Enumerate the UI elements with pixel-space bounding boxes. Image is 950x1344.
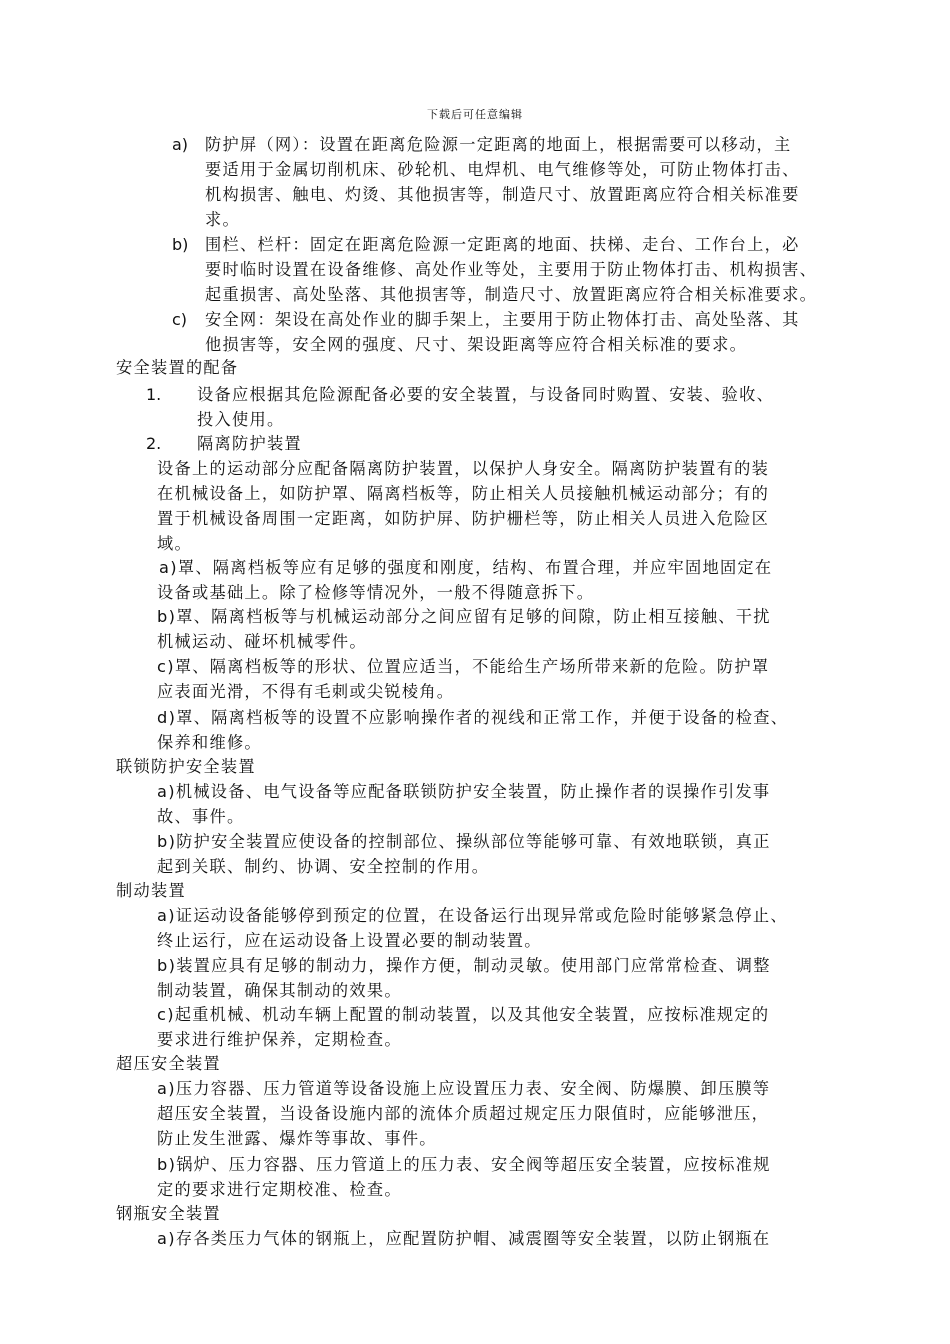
paragraph <box>157 705 788 755</box>
text-line: 故、事件。 <box>157 807 245 826</box>
paragraph <box>157 903 788 953</box>
text-line: b)罩、隔离档板等与机械运动部分之间应留有足够的间隙，防止相互接触、干扰 <box>157 607 771 626</box>
text-line: 起重损害、高处坠落、其他损害等，制造尺寸、放置距离应符合相关标准要求。 <box>205 285 818 304</box>
text-line: 超压安全装置，当设备设施内部的流体介质超过规定压力限值时，应能够泄压， <box>157 1104 770 1123</box>
text-line: 防护屏（网）：设置在距离危险源一定距离的地面上，根据需要可以移动，主 <box>205 135 792 154</box>
list-marker-a: a) <box>172 135 189 154</box>
isolation-intro <box>157 456 769 556</box>
list-item-b <box>205 232 817 307</box>
page-header: 下载后可任意编辑 <box>427 108 523 121</box>
numbered-item-1 <box>197 382 774 432</box>
text-line: a)机械设备、电气设备等应配备联锁防护安全装置，防止操作者的误操作引发事 <box>157 782 771 801</box>
numbered-marker-2: 2. <box>146 434 162 453</box>
text-line: 置于机械设备周围一定距离，如防护屏、防护栅栏等，防止相关人员进入危险区 <box>157 509 770 528</box>
list-item-a <box>205 132 800 232</box>
section-heading: 联锁防护安全装置 <box>116 757 256 776</box>
text-line: 安全网：架设在高处作业的脚手架上，主要用于防止物体打击、高处坠落、其 <box>205 310 800 329</box>
paragraph <box>157 953 771 1003</box>
section-heading: 制动装置 <box>116 881 186 900</box>
text-line: 要时临时设置在设备维修、高处作业等处，主要用于防止物体打击、机构损害、 <box>205 260 818 279</box>
text-line: a)罩、隔离档板等应有足够的强度和刚度，结构、布置合理，并应牢固地固定在 <box>159 558 773 577</box>
paragraph <box>157 1226 770 1251</box>
text-line: 在机械设备上，如防护罩、隔离档板等，防止相关人员接触机械运动部分；有的 <box>157 484 770 503</box>
paragraph <box>157 779 770 829</box>
text-line: c)起重机械、机动车辆上配置的制动装置，以及其他安全装置，应按标准规定的 <box>157 1005 770 1024</box>
text-line: 终止运行，应在运动设备上设置必要的制动装置。 <box>157 931 542 950</box>
text-line: c)罩、隔离档板等的形状、位置应适当，不能给生产场所带来新的危险。防护罩 <box>157 657 770 676</box>
text-line: 防止发生泄露、爆炸等事故、事件。 <box>157 1129 437 1148</box>
text-line: 投入使用。 <box>197 410 285 429</box>
text-line: d)罩、隔离档板等的设置不应影响操作者的视线和正常工作，并便于设备的检查、 <box>157 708 789 727</box>
paragraph <box>157 654 769 704</box>
text-line: b)锅炉、压力容器、压力管道上的压力表、安全阀等超压安全装置，应按标准规 <box>157 1155 771 1174</box>
text-line: 求。 <box>205 210 240 229</box>
text-line: 设备应根据其危险源配备必要的安全装置，与设备同时购置、安装、验收、 <box>197 385 775 404</box>
text-line: 域。 <box>157 534 192 553</box>
paragraph <box>157 1002 769 1052</box>
paragraph <box>157 1152 771 1202</box>
text-line: 应表面光滑，不得有毛刺或尖锐棱角。 <box>157 682 455 701</box>
text-line: 起到关联、制约、协调、安全控制的作用。 <box>157 857 490 876</box>
text-line: 要求进行维护保养，定期检查。 <box>157 1030 402 1049</box>
text-line: 围栏、栏杆：固定在距离危险源一定距离的地面、扶梯、走台、工作台上，必 <box>205 235 800 254</box>
text-line: 机构损害、触电、灼烫、其他损害等，制造尺寸、放置距离应符合相关标准要 <box>205 185 800 204</box>
section-heading: 钢瓶安全装置 <box>116 1204 221 1223</box>
text-line: 机械运动、碰坏机械零件。 <box>157 632 367 651</box>
list-item-c <box>205 307 800 357</box>
text-line: a)存各类压力气体的钢瓶上，应配置防护帽、减震圈等安全装置，以防止钢瓶在 <box>157 1229 771 1248</box>
text-line: a)证运动设备能够停到预定的位置，在设备运行出现异常或危险时能够紧急停止、 <box>157 906 788 925</box>
text-line: a)压力容器、压力管道等设备设施上应设置压力表、安全阀、防爆膜、卸压膜等 <box>157 1079 771 1098</box>
list-marker-c: c) <box>172 310 188 329</box>
paragraph <box>157 829 771 879</box>
list-marker-b: b) <box>172 235 189 254</box>
section-heading: 超压安全装置 <box>116 1054 221 1073</box>
text-line: 设备上的运动部分应配备隔离防护装置，以保护人身安全。隔离防护装置有的装 <box>157 459 770 478</box>
text-line: 制动装置，确保其制动的效果。 <box>157 981 402 1000</box>
paragraph <box>157 555 772 605</box>
text-line: 要适用于金属切削机床、砂轮机、电焊机、电气维修等处，可防止物体打击、 <box>205 160 800 179</box>
paragraph <box>157 1076 770 1151</box>
text-line: b)装置应具有足够的制动力，操作方便，制动灵敏。使用部门应常常检查、调整 <box>157 956 771 975</box>
paragraph <box>157 604 771 654</box>
text-line: 保养和维修。 <box>157 733 262 752</box>
numbered-item-2 <box>197 431 302 456</box>
section-heading: 安全装置的配备 <box>116 358 239 377</box>
text-line: 定的要求进行定期校准、检查。 <box>157 1180 402 1199</box>
text-line: 设备或基础上。除了检修等情况外，一般不得随意拆下。 <box>157 583 595 602</box>
numbered-marker-1: 1. <box>146 385 162 404</box>
text-line: b)防护安全装置应使设备的控制部位、操纵部位等能够可靠、有效地联锁，真正 <box>157 832 771 851</box>
text-line: 隔离防护装置 <box>197 434 302 453</box>
text-line: 他损害等，安全网的强度、尺寸、架设距离等应符合相关标准的要求。 <box>205 335 748 354</box>
